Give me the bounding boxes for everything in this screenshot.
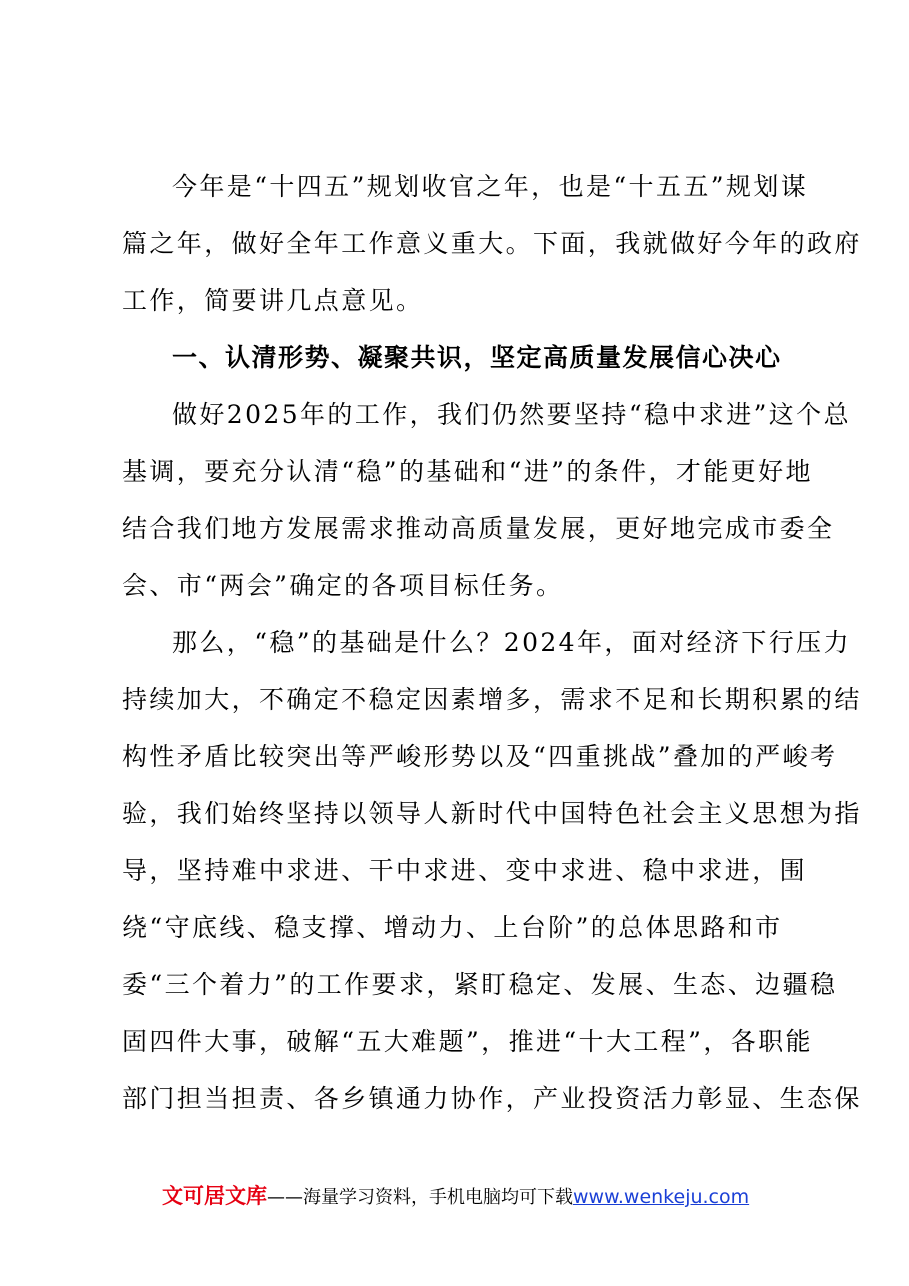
section-heading: 一、认清形势、凝聚共识，坚定高质量发展信心决心 xyxy=(172,343,782,372)
paragraph-line: 篇之年，做好全年工作意义重大。下面，我就做好今年的政府 xyxy=(122,229,862,258)
paragraph-line: 工作，简要讲几点意见。 xyxy=(122,286,424,315)
paragraph-line: 部门担当担责、各乡镇通力协作，产业投资活力彰显、生态保 xyxy=(122,1084,862,1113)
paragraph-line: 会、市“两会”确定的各项目标任务。 xyxy=(122,571,564,600)
footer-brand: 文可居文库 xyxy=(162,1184,267,1208)
paragraph-line: 基调，要充分认清“稳”的基础和“进”的条件，才能更好地 xyxy=(122,457,813,486)
paragraph-line: 构性矛盾比较突出等严峻形势以及“四重挑战”叠加的严峻考 xyxy=(122,742,838,771)
paragraph-line: 今年是“十四五”规划收官之年，也是“十五五”规划谋 xyxy=(172,172,809,201)
paragraph-line: 固四件大事，破解“五大难题”，推进“十大工程”，各职能 xyxy=(122,1027,813,1056)
paragraph-line: 持续加大，不确定不稳定因素增多，需求不足和长期积累的结 xyxy=(122,685,862,714)
paragraph-line: 做好2025年的工作，我们仍然要坚持“稳中求进”这个总 xyxy=(172,400,851,429)
paragraph-line: 验，我们始终坚持以领导人新时代中国特色社会主义思想为指 xyxy=(122,799,862,828)
paragraph-line: 那么，“稳”的基础是什么？2024年，面对经济下行压力 xyxy=(172,628,851,657)
footer-tagline: ——海量学习资料，手机电脑均可下载 xyxy=(267,1187,573,1208)
paragraph-line: 结合我们地方发展需求推动高质量发展，更好地完成市委全 xyxy=(122,514,835,543)
footer-url-link[interactable]: www.wenkeju.com xyxy=(573,1186,750,1208)
paragraph-line: 绕“守底线、稳支撑、增动力、上台阶”的总体思路和市 xyxy=(122,913,783,942)
page-footer xyxy=(162,1184,749,1210)
paragraph-line: 导，坚持难中求进、干中求进、变中求进、稳中求进，围 xyxy=(122,856,808,885)
paragraph-line: 委“三个着力”的工作要求，紧盯稳定、发展、生态、边疆稳 xyxy=(122,970,838,999)
